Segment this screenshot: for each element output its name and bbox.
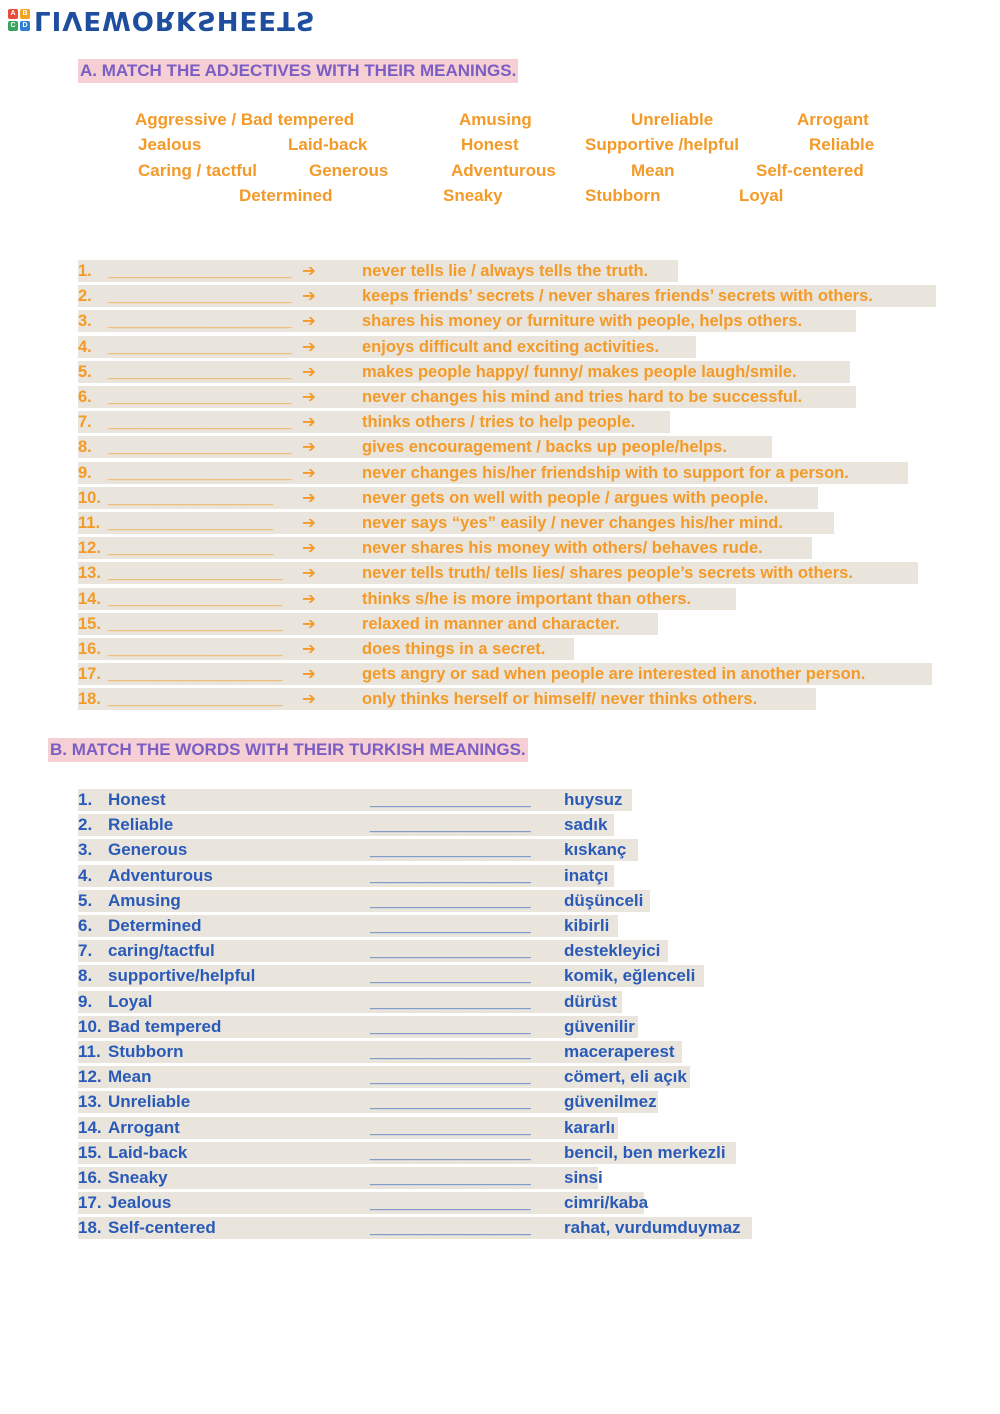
liveworksheets-logo: [8, 6, 316, 34]
item-number: 3.: [78, 312, 92, 331]
word-bank-item: Amusing: [459, 110, 532, 129]
arrow-icon: ➔: [302, 463, 316, 482]
arrow-icon: ➔: [302, 287, 316, 306]
turkish-meaning: komik, eğlenceli: [564, 966, 696, 986]
answer-blank[interactable]: _________________: [370, 1067, 531, 1087]
word-bank-item: Arrogant: [797, 110, 869, 129]
definition-text: thinks others / tries to help people.: [362, 413, 636, 432]
definition-item: [78, 613, 658, 635]
word-match-item: [78, 915, 618, 937]
word-match-item: [78, 1142, 736, 1164]
arrow-icon: ➔: [302, 362, 316, 381]
answer-blank[interactable]: ____________________: [108, 438, 292, 457]
item-number: 2.: [78, 287, 92, 306]
answer-blank[interactable]: __________________: [108, 514, 274, 532]
definition-text: never shares his money with others/ behaves rude.: [362, 539, 763, 558]
definition-text: relaxed in manner and character.: [362, 614, 620, 633]
answer-blank[interactable]: _________________: [370, 966, 531, 986]
arrow-icon: ➔: [302, 388, 316, 406]
english-word: caring/tactful: [108, 941, 215, 961]
definition-item: [78, 462, 908, 484]
logo-blocks: [8, 9, 30, 31]
answer-blank[interactable]: _________________: [370, 916, 531, 935]
answer-blank[interactable]: _________________: [370, 1168, 531, 1187]
arrow-icon: ➔: [302, 514, 316, 532]
turkish-meaning: maceraperest: [564, 1042, 675, 1061]
word-bank-item: Jealous: [138, 135, 202, 154]
word-match-item: [78, 965, 704, 987]
definition-text: never changes his mind and tries hard to be successful.: [362, 388, 803, 406]
item-number: 16.: [78, 1168, 102, 1187]
item-number: 18.: [78, 690, 101, 709]
answer-blank[interactable]: ____________________: [108, 362, 292, 381]
definition-item: [78, 361, 850, 383]
definition-text: makes people happy/ funny/ makes people laugh/smile.: [362, 362, 797, 381]
english-word: Jealous: [108, 1193, 172, 1213]
item-number: 4.: [78, 865, 93, 885]
definition-text: keeps friends’ secrets / never shares friends’ secrets with others.: [362, 287, 873, 306]
word-match-item: [78, 1117, 618, 1139]
english-word: Arrogant: [108, 1117, 180, 1137]
word-match-item: [78, 865, 614, 887]
word-match-item: [78, 890, 650, 912]
word-match-item: [78, 1016, 638, 1038]
definition-item: [78, 537, 812, 559]
answer-blank[interactable]: __________________: [108, 488, 274, 507]
definition-item: [78, 436, 772, 458]
definition-text: only thinks herself or himself/ never thinks others.: [362, 690, 758, 709]
item-number: 11.: [78, 1042, 101, 1061]
word-bank-item: Aggressive / Bad tempered: [135, 110, 355, 129]
definition-text: does things in a secret.: [362, 640, 546, 658]
turkish-meaning: sadık: [564, 815, 608, 835]
item-number: 4.: [78, 337, 92, 356]
item-number: 7.: [78, 941, 93, 961]
answer-blank[interactable]: _________________: [370, 1117, 531, 1137]
word-match-item: [78, 1091, 658, 1113]
turkish-meaning: kararlı: [564, 1117, 616, 1137]
word-match-item: [78, 1167, 603, 1189]
section-b-heading: B. MATCH THE WORDS WITH THEIR TURKISH MEANINGS.: [48, 738, 528, 762]
arrow-icon: ➔: [302, 665, 316, 684]
word-match-item: [78, 1192, 649, 1214]
item-number: 3.: [78, 840, 93, 860]
word-bank-item: Reliable: [809, 135, 875, 154]
definition-item: [78, 638, 574, 660]
definition-item: [78, 663, 932, 685]
answer-blank[interactable]: _________________: [370, 1218, 531, 1238]
word-bank-item: Honest: [461, 135, 519, 154]
turkish-meaning: güvenilir: [564, 1016, 635, 1036]
definition-text: shares his money or furniture with people, helps others.: [362, 312, 803, 331]
definition-text: gives encouragement / backs up people/helps.: [362, 438, 727, 457]
item-number: 8.: [78, 438, 92, 457]
item-number: 14.: [78, 589, 101, 608]
arrow-icon: ➔: [302, 413, 316, 432]
word-bank-item: Sneaky: [443, 186, 503, 205]
answer-blank[interactable]: ____________________: [108, 262, 292, 280]
answer-blank[interactable]: ____________________: [108, 463, 292, 482]
word-match-item: [78, 1041, 682, 1063]
word-match-item: [78, 839, 638, 861]
english-word: Bad tempered: [108, 1016, 222, 1036]
item-number: 7.: [78, 413, 92, 432]
word-bank-item: Loyal: [739, 186, 784, 205]
answer-blank[interactable]: ____________________: [108, 287, 292, 306]
word-bank-item: Stubborn: [585, 186, 661, 205]
item-number: 9.: [78, 991, 93, 1011]
word-bank-item: Supportive /helpful: [585, 135, 739, 154]
english-word: Honest: [108, 790, 166, 809]
answer-blank[interactable]: _________________: [370, 1142, 531, 1162]
answer-blank[interactable]: ___________________: [108, 614, 283, 633]
english-word: supportive/helpful: [108, 966, 256, 986]
turkish-meaning: cimri/kaba: [564, 1193, 649, 1213]
answer-blank[interactable]: _________________: [370, 815, 531, 835]
item-number: 11.: [78, 514, 101, 532]
turkish-meaning: dürüst: [564, 991, 617, 1011]
turkish-meaning: düşünceli: [564, 890, 644, 910]
word-match-item: [78, 1066, 690, 1088]
logo-block: A: [8, 9, 18, 19]
answer-blank[interactable]: __________________: [108, 539, 274, 558]
definition-text: never gets on well with people / argues with people.: [362, 488, 769, 507]
turkish-meaning: inatçı: [564, 865, 609, 885]
arrow-icon: ➔: [302, 488, 316, 507]
logo-block: C: [8, 21, 18, 31]
definition-text: never tells truth/ tells lies/ shares people’s secrets with others.: [362, 564, 853, 583]
arrow-icon: ➔: [302, 564, 316, 583]
english-word: Generous: [108, 840, 188, 860]
item-number: 1.: [78, 790, 93, 809]
item-number: 6.: [78, 916, 93, 935]
answer-blank[interactable]: _________________: [370, 890, 531, 910]
english-word: Mean: [108, 1067, 152, 1087]
word-match-item: [78, 1217, 752, 1239]
answer-blank[interactable]: ____________________: [108, 413, 292, 432]
definition-item: [78, 285, 936, 307]
definition-item: [78, 512, 834, 534]
logo-block: D: [20, 21, 30, 31]
answer-blank[interactable]: _________________: [370, 941, 531, 961]
answer-blank[interactable]: _________________: [370, 840, 531, 860]
definition-item: [78, 411, 670, 433]
item-number: 17.: [78, 1193, 102, 1213]
definition-item: [78, 562, 918, 584]
logo-block: B: [20, 9, 30, 19]
item-number: 2.: [78, 815, 93, 835]
arrow-icon: ➔: [302, 262, 316, 280]
definition-item: [78, 588, 736, 610]
arrow-icon: ➔: [302, 690, 316, 709]
answer-blank[interactable]: _________________: [370, 790, 531, 809]
word-bank-item: Unreliable: [631, 110, 714, 129]
definition-item: [78, 260, 678, 282]
word-match-item: [78, 789, 632, 811]
item-number: 5.: [78, 890, 93, 910]
english-word: Sneaky: [108, 1168, 168, 1187]
definition-item: [78, 386, 856, 408]
item-number: 9.: [78, 463, 92, 482]
arrow-icon: ➔: [302, 312, 316, 331]
answer-blank[interactable]: _________________: [370, 1016, 531, 1036]
definition-item: [78, 336, 696, 358]
word-match-item: [78, 814, 614, 836]
item-number: 17.: [78, 665, 101, 684]
item-number: 18.: [78, 1218, 102, 1238]
item-number: 12.: [78, 1067, 102, 1087]
answer-blank[interactable]: ___________________: [108, 690, 283, 709]
arrow-icon: ➔: [302, 614, 316, 633]
item-number: 5.: [78, 362, 92, 381]
answer-blank[interactable]: ___________________: [108, 665, 283, 684]
item-number: 12.: [78, 539, 101, 558]
word-match-item: [78, 991, 622, 1013]
item-number: 1.: [78, 262, 92, 280]
arrow-icon: ➔: [302, 589, 316, 608]
word-bank-item: Generous: [309, 161, 389, 180]
english-word: Amusing: [108, 890, 181, 910]
item-number: 15.: [78, 614, 101, 633]
answer-blank[interactable]: _________________: [370, 1042, 531, 1061]
turkish-meaning: destekleyici: [564, 941, 661, 961]
word-bank-item: Caring / tactful: [138, 161, 258, 180]
definition-text: never says “yes” easily / never changes his/her mind.: [362, 514, 783, 532]
answer-blank[interactable]: ____________________: [108, 388, 292, 406]
english-word: Self-centered: [108, 1218, 216, 1238]
word-bank-item: Mean: [631, 161, 675, 180]
answer-blank[interactable]: ___________________: [108, 640, 283, 658]
english-word: Loyal: [108, 991, 153, 1011]
word-bank-item: Self-centered: [756, 161, 864, 180]
turkish-meaning: cömert, eli açık: [564, 1067, 687, 1087]
item-number: 6.: [78, 388, 92, 406]
turkish-meaning: rahat, vurdumduymaz: [564, 1218, 741, 1238]
item-number: 14.: [78, 1117, 102, 1137]
item-number: 8.: [78, 966, 93, 986]
answer-blank[interactable]: _________________: [370, 865, 531, 885]
item-number: 16.: [78, 640, 101, 658]
turkish-meaning: huysuz: [564, 790, 623, 809]
arrow-icon: ➔: [302, 539, 316, 558]
item-number: 15.: [78, 1142, 102, 1162]
english-word: Reliable: [108, 815, 174, 835]
english-word: Unreliable: [108, 1092, 191, 1112]
turkish-meaning: bencil, ben merkezli: [564, 1142, 726, 1162]
item-number: 10.: [78, 1016, 102, 1036]
arrow-icon: ➔: [302, 438, 316, 457]
turkish-meaning: kıskanç: [564, 840, 627, 860]
word-bank-item: Laid-back: [288, 135, 368, 154]
definition-text: never changes his/her friendship with to support for a person.: [362, 463, 849, 482]
word-match-item: [78, 940, 668, 962]
english-word: Stubborn: [108, 1042, 184, 1061]
item-number: 13.: [78, 1092, 102, 1112]
english-word: Adventurous: [108, 865, 213, 885]
english-word: Laid-back: [108, 1142, 188, 1162]
english-word: Determined: [108, 916, 202, 935]
word-bank-item: Determined: [239, 186, 333, 205]
answer-blank[interactable]: ___________________: [108, 564, 283, 583]
answer-blank[interactable]: ____________________: [108, 312, 292, 331]
definition-item: [78, 487, 818, 509]
definition-text: gets angry or sad when people are interested in another person.: [362, 665, 866, 684]
definition-text: thinks s/he is more important than others.: [362, 589, 692, 608]
arrow-icon: ➔: [302, 640, 316, 658]
logo-text: LIVEWORKSHEETS: [34, 5, 316, 35]
word-bank-item: Adventurous: [451, 161, 556, 180]
definition-text: never tells lie / always tells the truth.: [362, 262, 649, 280]
turkish-meaning: kibirli: [564, 916, 610, 935]
turkish-meaning: sinsi: [564, 1168, 603, 1187]
item-number: 13.: [78, 564, 101, 583]
turkish-meaning: güvenilmez: [564, 1092, 657, 1112]
answer-blank[interactable]: ____________________: [108, 337, 292, 356]
answer-blank[interactable]: _________________: [370, 1092, 531, 1112]
arrow-icon: ➔: [302, 337, 316, 356]
item-number: 10.: [78, 488, 101, 507]
section-a-heading: A. MATCH THE ADJECTIVES WITH THEIR MEANINGS.: [78, 59, 518, 83]
definition-item: [78, 310, 856, 332]
answer-blank[interactable]: _________________: [370, 991, 531, 1011]
answer-blank[interactable]: _________________: [370, 1193, 531, 1213]
definition-item: [78, 688, 816, 710]
definition-text: enjoys difficult and exciting activities.: [362, 337, 660, 356]
answer-blank[interactable]: ___________________: [108, 589, 283, 608]
